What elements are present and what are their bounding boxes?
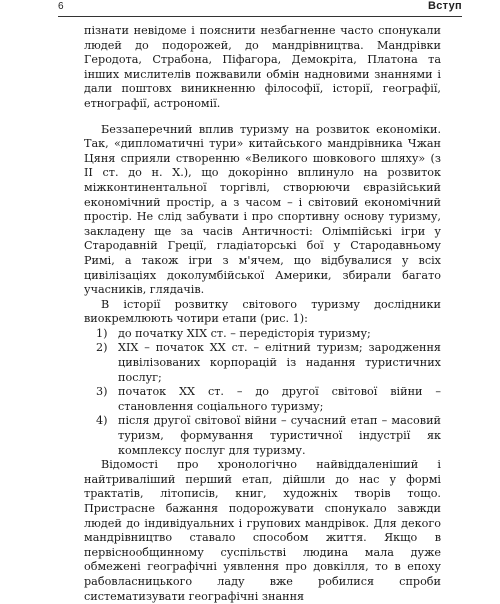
- list-item-text: XIX – початок XX ст. – елітний туризм; зародження цивілізованих корпорацій із надання туристичних послуг;: [118, 341, 441, 384]
- list-item: [84, 385, 441, 414]
- paragraph-1: пізнати невідоме і пояснити незбагненне часто спонукали людей до подорожей, до мандрівництва. Мандрівки Геродота, Страбона, Піфагора, Демокріта, Платона та інших мислителів пожвавили обмін надновими знаннями і дали поштовх виникненню філософії, історії, географії, етнографії, астрономії.: [84, 24, 441, 110]
- list-item-text: до початку XIX ст. – передісторія туризму;: [118, 326, 371, 340]
- stages-list: [84, 327, 441, 458]
- list-item-number: 2): [96, 341, 108, 355]
- list-item: [84, 414, 441, 458]
- body-text: [84, 24, 441, 604]
- list-item-text: початок XX ст. – до другої світової війни – становлення соціального туризму;: [118, 385, 441, 413]
- list-item-number: 4): [96, 414, 108, 428]
- list-item: [84, 341, 441, 385]
- list-item-text: після другої світової війни – сучасний етап – масовий туризм, формування туристичної індустрії як комплексу послуг для туризму.: [118, 414, 441, 457]
- section-title: Вступ: [428, 0, 462, 12]
- page-number: 6: [58, 1, 64, 12]
- list-item-number: 3): [96, 385, 108, 399]
- list-item-number: 1): [96, 326, 108, 340]
- paragraph-2: Беззаперечний вплив туризму на розвиток економіки. Так, «дипломатичні тури» китайського мандрівника Чжан Цяня сприяли створенню «Великого шовкового шляху» (з ІІ ст. до н. Х.), що докорінно вплинуло на розвиток міжконтинентальної торгівлі, створюючи євразійський економічний простір, а з часом – і світовий економічний простір. Не слід забувати і про спортивну основу туризму, закладену ще за часів Античності: Олімпійські ігри у Стародавній Греції, гладіаторські бої у Стародавньому Римі, а також ігри з м'ячем, що відбувалися у всіх цивілізаціях доколумбійської Америки, збирали багато учасників, глядачів.: [84, 122, 441, 297]
- running-header: [58, 0, 462, 14]
- paragraph-3: В історії розвитку світового туризму дослідники виокремлюють чотири етапи (рис. 1):: [84, 297, 441, 326]
- paragraph-4: Відомості про хронологічно найвіддаленіший і найтриваліший перший етап, дійшли до нас у формі трактатів, літописів, книг, художніх творів тощо. Пристрасне бажання подорожувати спонукало завжди людей до індивідуальних і групових мандрівок. Для декого мандрівництво ставало способом життя. Якщо в первіснообщинному суспільстві людина мала дуже обмежені географічні уявлення про довкілля, то в епоху рабовласницького ладу вже робилися спроби систематизувати географічні знання: [84, 458, 441, 603]
- header-divider: [58, 16, 462, 17]
- paragraph-gap: [84, 112, 441, 123]
- list-item: [84, 327, 441, 342]
